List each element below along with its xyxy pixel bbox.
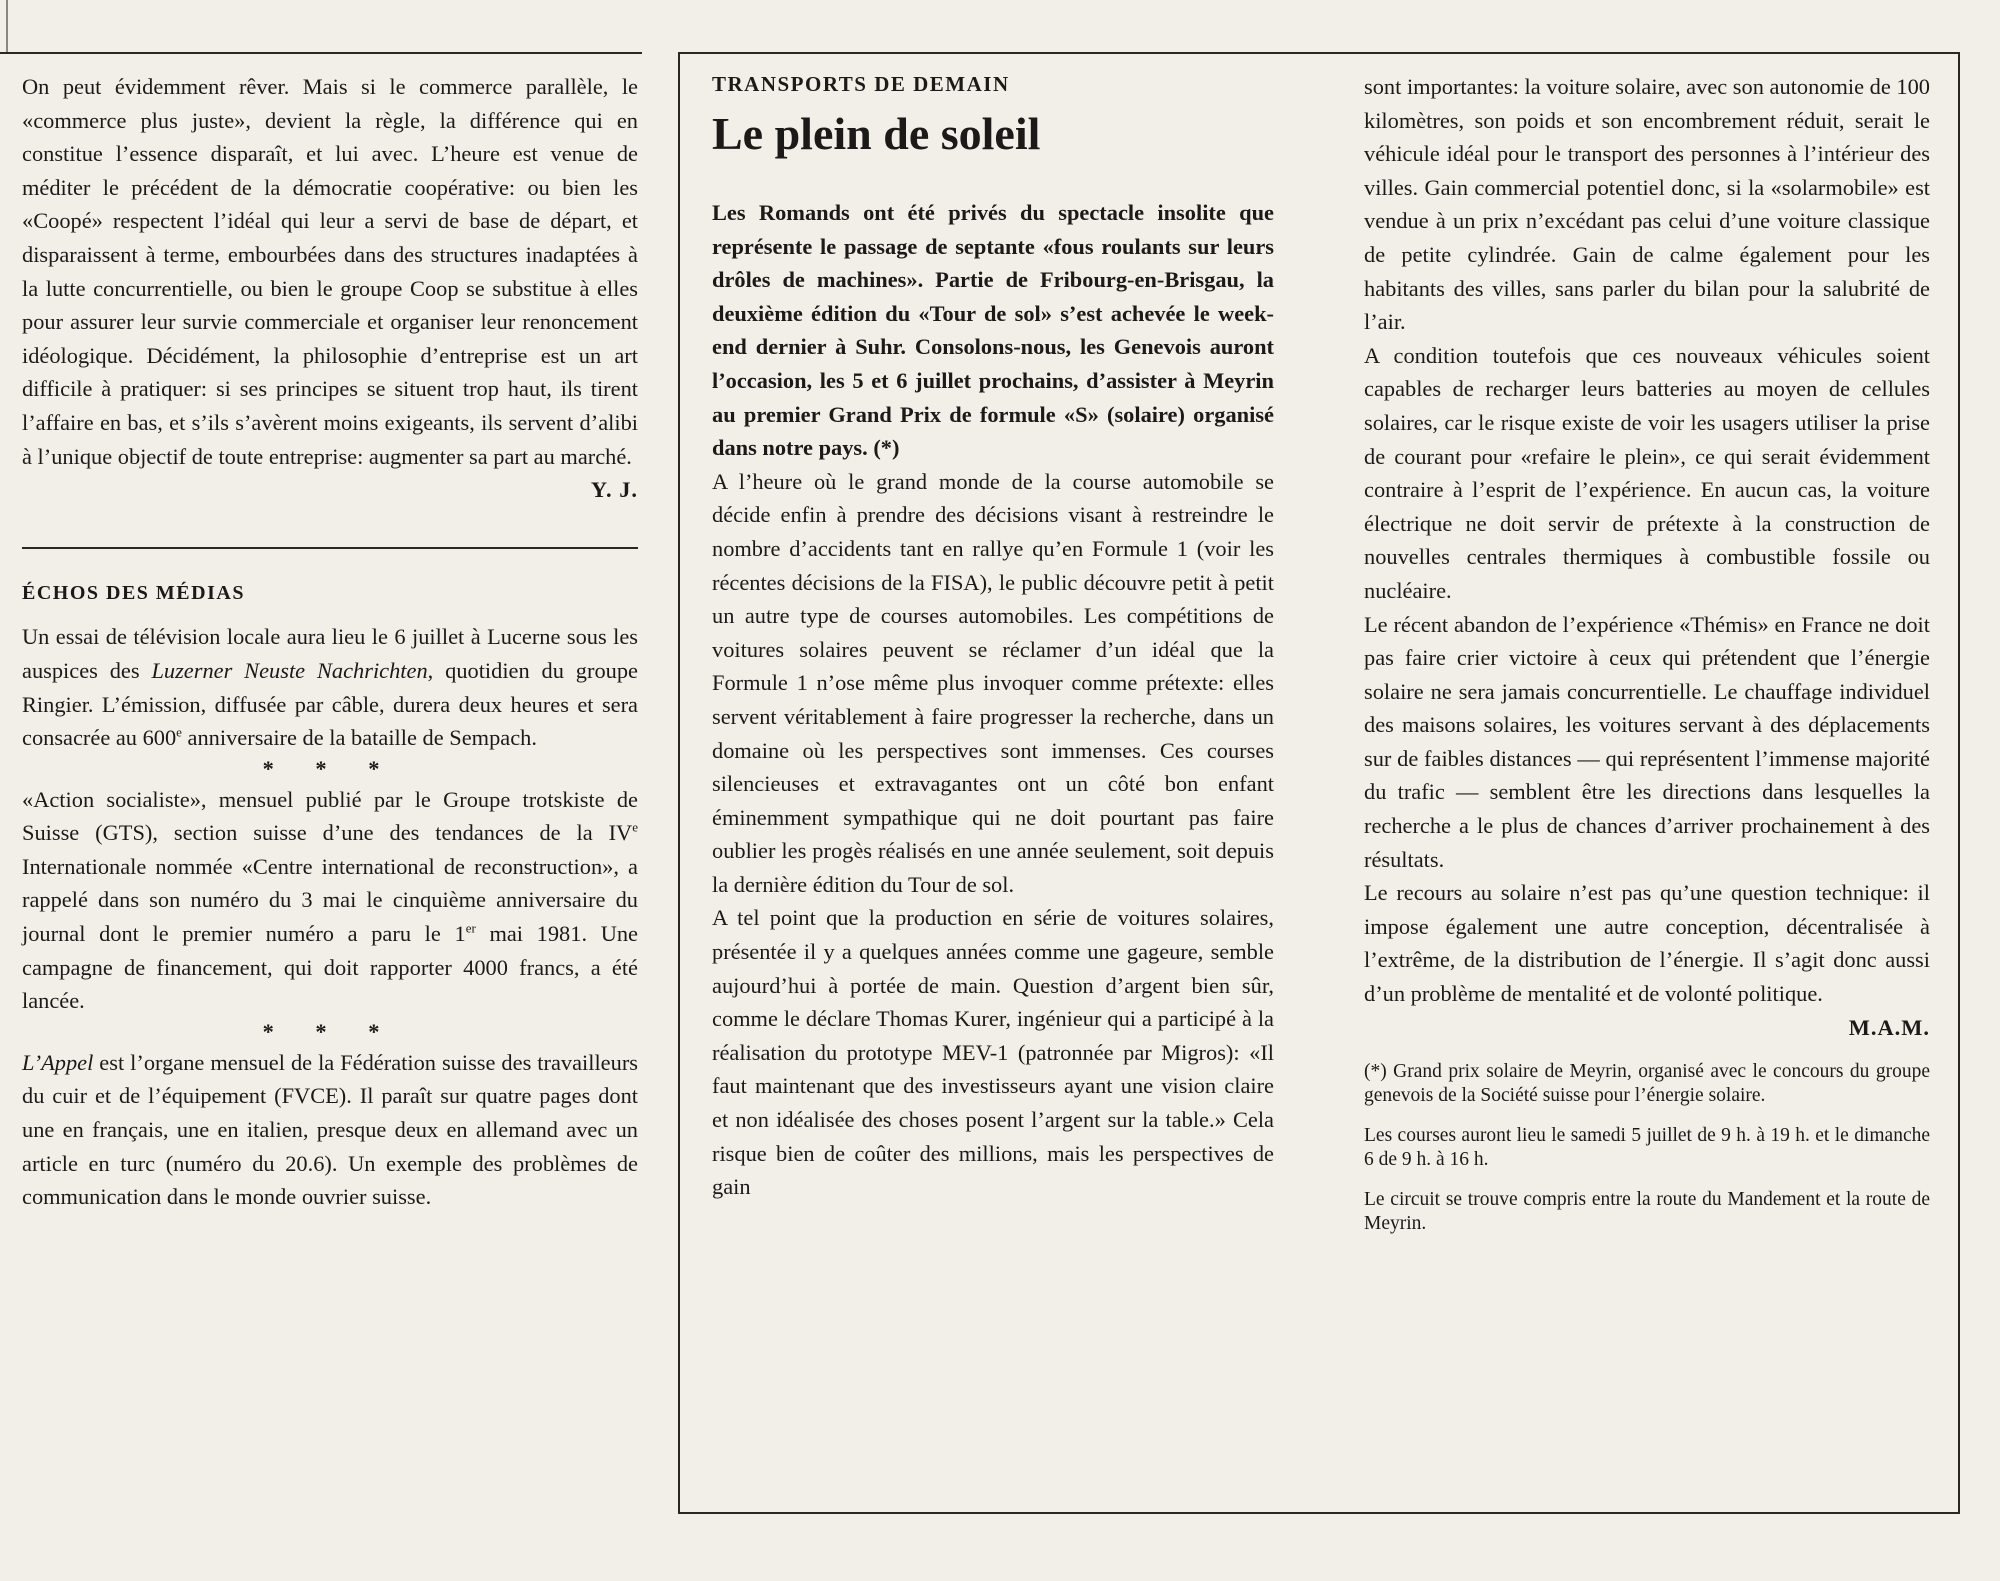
article-paragraph-3: sont importantes: la voiture solaire, avec son autonomie de 100 kilomètres, son poids et son encombrement réduit, serait le véhicule idéal pour le transport des personnes à l’intérieur des villes. Gain commercial potentiel donc, si la «solarmobile» est vendue à un prix n’excédant pas celui d’une voiture classique de petite cylindrée. Gain de calme également pour les habitants des villes, sans parler du bilan pour la salubrité de l’air. — [1364, 74, 1930, 335]
section-divider — [22, 547, 638, 549]
item2-end: mai 1981. Une campagne de financement, qui doit rapporter 4000 francs, a été lancée. — [22, 921, 639, 1014]
item2-sup1: e — [632, 819, 638, 835]
item1-newspaper: Luzerner Neuste Nachrichten — [151, 657, 428, 683]
article-paragraph-1: A l’heure où le grand monde de la course automobile se décide enfin à prendre des décisions visant à restreindre le nombre d’accidents tant en rallye qu’en Formule 1 (voir les récentes décisions de la FISA), le public découvre petit à petit un autre type de courses automobiles. Les compétitions de voitures solaires peuvent se réclamer d’un idéal que la Formule 1 n’ose même plus invoquer comme prétexte: elles servent véritablement à faire progresser la recherche, dans un domaine où les perspectives sont immenses. Ces courses silencieuses et extravagantes ont un côté bon enfant éminemment sympathique qui ne doit pourtant pas faire oublier les progès réalisés en une année seulement, soit depuis la dernière édition du Tour de sol. — [712, 468, 1274, 897]
section-heading-echos: ÉCHOS DES MÉDIAS — [22, 581, 245, 604]
item1-text-cont: , quotidien du groupe Ringier. L’émission, diffusée par câble, durera deux heures et sera consacrée au 600 — [22, 657, 638, 751]
top-rule — [0, 52, 642, 54]
article-paragraph-2: A tel point que la production en série de voitures solaires, présentée il y a quelques années comme une gageure, semble aujourd’hui à portée de main. Question d’argent bien sûr, comme le déclare Thomas Kurer, ingénieur qui a participé à la réalisation du prototype MEV-1 (patronnée par Migros): «Il faut maintenant que des investisseurs ayant une vision claire et non idéalisée des choses posent l’argent sur la table.» Cela risque bien de coûter des millions, mais les perspectives de gain — [712, 905, 1274, 1200]
article-column-2 — [1364, 70, 1930, 1236]
article-lead: Les Romands ont été privés du spectacle insolite que représente le passage de septante «fous roulants sur leurs drôles de machines». Partie de Fribourg-en-Brisgau, la deuxième édition du «Tour de sol» s’est achevée le week-end dernier à Suhr. Consolons-nous, les Genevois auront l’occasion, les 5 et 6 juillet prochains, d’assister à Meyrin au premier Grand Prix de formule «S» (solaire) organisé dans notre pays. (*) — [712, 200, 1274, 461]
item3-title: L’Appel — [22, 1049, 94, 1075]
item1-end: anniversaire de la bataille de Sempach. — [181, 725, 537, 751]
footnote-3: Le circuit se trouve compris entre la route du Mandement et la route de Meyrin. — [1364, 1189, 1930, 1235]
separator-stars-2: * * * — [262, 1018, 398, 1044]
article-headline: Le plein de soleil — [712, 108, 1041, 159]
article-paragraph-5: Le récent abandon de l’expérience «Thémis» en France ne doit pas faire crier victoire à ceux qui prétendent que l’énergie solaire ne sera jamais concurrentielle. Le chauffage individuel des maisons solaires, les voitures servant à des déplacements sur de faibles distances — qui représentent l’immense majorité du trafic — semblent être les directions dans lesquelles la recherche a le plus de chances d’arriver prochainement à des résultats. — [1364, 611, 1930, 872]
item2-text: «Action socialiste», mensuel publié par le Groupe trotskiste de Suisse (GTS), section suisse d’une des tendances de la IV — [22, 786, 638, 846]
item3-text: est l’organe mensuel de la Fédération suisse des travailleurs du cuir et de l’équipement (FVCE). Il paraît sur quatre pages dont une en français, une en italien, presque deux en allemand avec un article en turc (numéro du 20.6). Un exemple des problèmes de communication dans le monde ouvrier suisse. — [22, 1049, 638, 1210]
separator-stars: * * * — [262, 755, 398, 781]
article-kicker: TRANSPORTS DE DEMAIN — [712, 72, 1010, 96]
left-column — [22, 70, 638, 1214]
article-paragraph-4: A condition toutefois que ces nouveaux véhicules soient capables de recharger leurs batteries au moyen de cellules solaires, car le risque existe de voir les usagers utiliser la prise de courant pour «refaire le plein», ce qui serait évidemment contraire à l’esprit de l’expérience. En aucun cas, la voiture électrique ne doit servir de prétexte à la construction de nouvelles centrales thermiques à combustible fossile ou nucléaire. — [1364, 342, 1930, 603]
article-column-1 — [712, 70, 1274, 1204]
opening-paragraph: On peut évidemment rêver. Mais si le commerce parallèle, le «commerce plus juste», devient la règle, la différence qui en constitue l’essence disparaît, et lui avec. L’heure est venue de méditer le précédent de la démocratie coopérative: ou bien les «Coopé» respectent l’idéal qui leur a servi de base de départ, et disparaissent à terme, embourbées dans des structures inadaptées à la lutte concurrentielle, ou bien le groupe Coop se substitue à elles pour assurer leur survie commerciale et organiser leur renoncement idéologique. Décidément, la philosophie d’entreprise est un art difficile à pratiquer: si ses principes se situent trop haut, ils tirent l’affaire en bas, et s’ils s’avèrent moins exigeants, ils servent d’alibi à l’unique objectif de toute entreprise: augmenter sa part au marché. — [22, 74, 638, 469]
signature-yj: Y. J. — [590, 477, 638, 503]
page-edge-rule — [6, 0, 8, 52]
media-item-appel — [22, 1046, 638, 1214]
footnote-2: Les courses auront lieu le samedi 5 juillet de 9 h. à 19 h. et le dimanche 6 de 9 h. à 16 h. — [1364, 1125, 1930, 1171]
signature-mam: M.A.M. — [1848, 1014, 1930, 1040]
item2-text-cont: Internationale nommée «Centre international de reconstruction», a rappelé dans son numéro du 3 mai le cinquième anniversaire du journal dont le premier numéro a paru le 1 — [22, 853, 638, 947]
article-paragraph-6: Le recours au solaire n’est pas qu’une question technique: il impose également une autre conception, décentralisée à l’extrême, de la distribution de l’énergie. Il s’agit donc aussi d’un problème de mentalité et de volonté politique. — [1364, 880, 1930, 1007]
media-item-action-socialiste — [22, 783, 638, 1018]
item1-sup: e — [176, 724, 182, 740]
item1-text: Un essai de télévision locale aura lieu le 6 juillet à Lucerne sous les auspices des — [22, 624, 638, 683]
footnote-1: (*) Grand prix solaire de Meyrin, organisé avec le concours du groupe genevois de la Société suisse pour l’énergie solaire. — [1364, 1061, 1930, 1107]
media-item-tv-lucerne — [22, 620, 638, 754]
item2-sup2: er — [465, 920, 476, 936]
